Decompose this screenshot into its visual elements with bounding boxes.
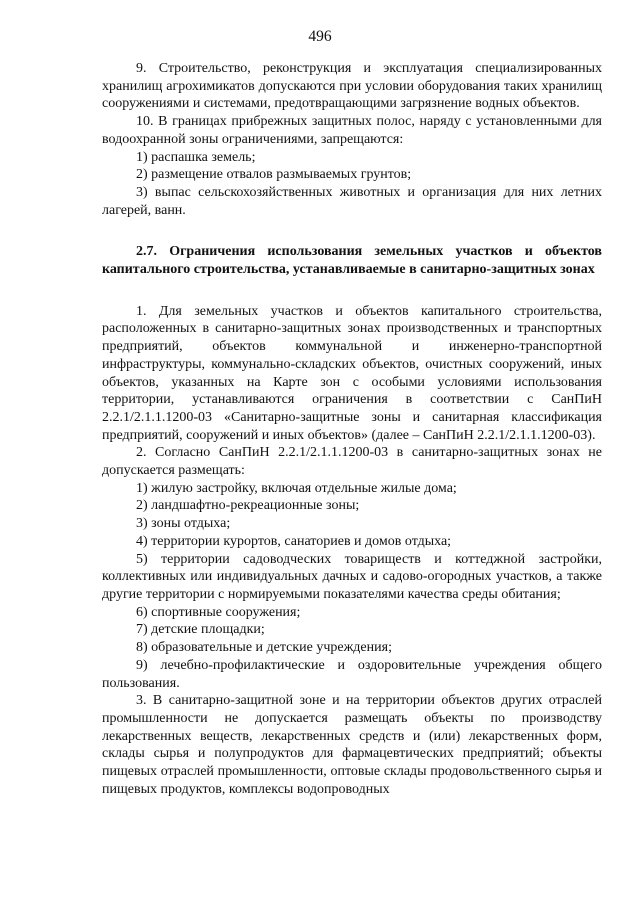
paragraph-s3: 3. В санитарно-защитной зоне и на территории объектов других отраслей промышленности не допускается размещать объекты по производству лекарственных веществ, лекарственных средств и (или) лекарственных форм, склады сырья и полупродуктов для фармацевтических предприятий; объекты пищевых отраслей промышленности, оптовые склады продовольственного сырья и пищевых продуктов, комплексы водопроводных bbox=[102, 693, 602, 797]
paragraph-9: 9. Строительство, реконструкция и эксплуатация специализированных хранилищ агрохимикатов допускаются при условии оборудования таких хранилищ сооружениями и системами, предотвращающими загрязнение водных объектов. bbox=[102, 61, 602, 112]
list-item: 3) выпас сельскохозяйственных животных и организация для них летних лагерей, ванн. bbox=[102, 184, 602, 218]
paragraph-s2: 2. Согласно СанПиН 2.2.1/2.1.1.1200-03 в санитарно-защитных зонах не допускается размещать: bbox=[102, 445, 602, 479]
list-item: 2) ландшафтно-рекреационные зоны; bbox=[136, 498, 360, 514]
paragraph-s1: 1. Для земельных участков и объектов капитального строительства, расположенных в санитарно-защитных зонах производственных и транспортных предприятий, объектов коммунальной и инженерно-транспортной инфраструктуры, коммунально-складских объектов, очистных сооружений, иных объектов, указанных на Карте зон с особыми условиями использования территории, устанавливаются ограничения в соответствии с СанПиН 2.2.1/2.1.1.1200-03 «Санитарно-защитные зоны и санитарная классификация предприятий, сооружений и иных объектов» (далее – СанПиН 2.2.1/2.1.1.1200-03). bbox=[102, 303, 602, 443]
list-item: 3) зоны отдыха; bbox=[136, 516, 231, 532]
list-item: 2) размещение отвалов размываемых грунтов; bbox=[136, 167, 412, 183]
list-item: 6) спортивные сооружения; bbox=[136, 604, 301, 620]
document-body bbox=[102, 60, 602, 798]
list-item: 4) территории курортов, санаториев и домов отдыха; bbox=[136, 533, 452, 549]
list-item: 8) образовательные и детские учреждения; bbox=[136, 640, 392, 656]
list-item: 1) жилую застройку, включая отдельные жилые дома; bbox=[136, 480, 457, 496]
section-heading: 2.7. Ограничения использования земельных участков и объектов капитального строительства, устанавливаемые в санитарно-защитных зонах bbox=[102, 244, 602, 278]
list-item: 9) лечебно-профилактические и оздоровительные учреждения общего пользования. bbox=[102, 657, 602, 691]
list-item: 7) детские площадки; bbox=[136, 622, 265, 638]
page-number: 496 bbox=[308, 28, 332, 45]
list-item: 1) распашка земель; bbox=[136, 149, 256, 165]
list-item: 5) территории садоводческих товариществ и коттеджной застройки, коллективных или индивидуальных дачных и садово-огородных участков, а также другие территории с нормируемыми показателями качества среды обитания; bbox=[102, 551, 602, 602]
paragraph-10: 10. В границах прибрежных защитных полос, наряду с установленными для водоохранной зоны ограничениями, запрещаются: bbox=[102, 114, 602, 147]
